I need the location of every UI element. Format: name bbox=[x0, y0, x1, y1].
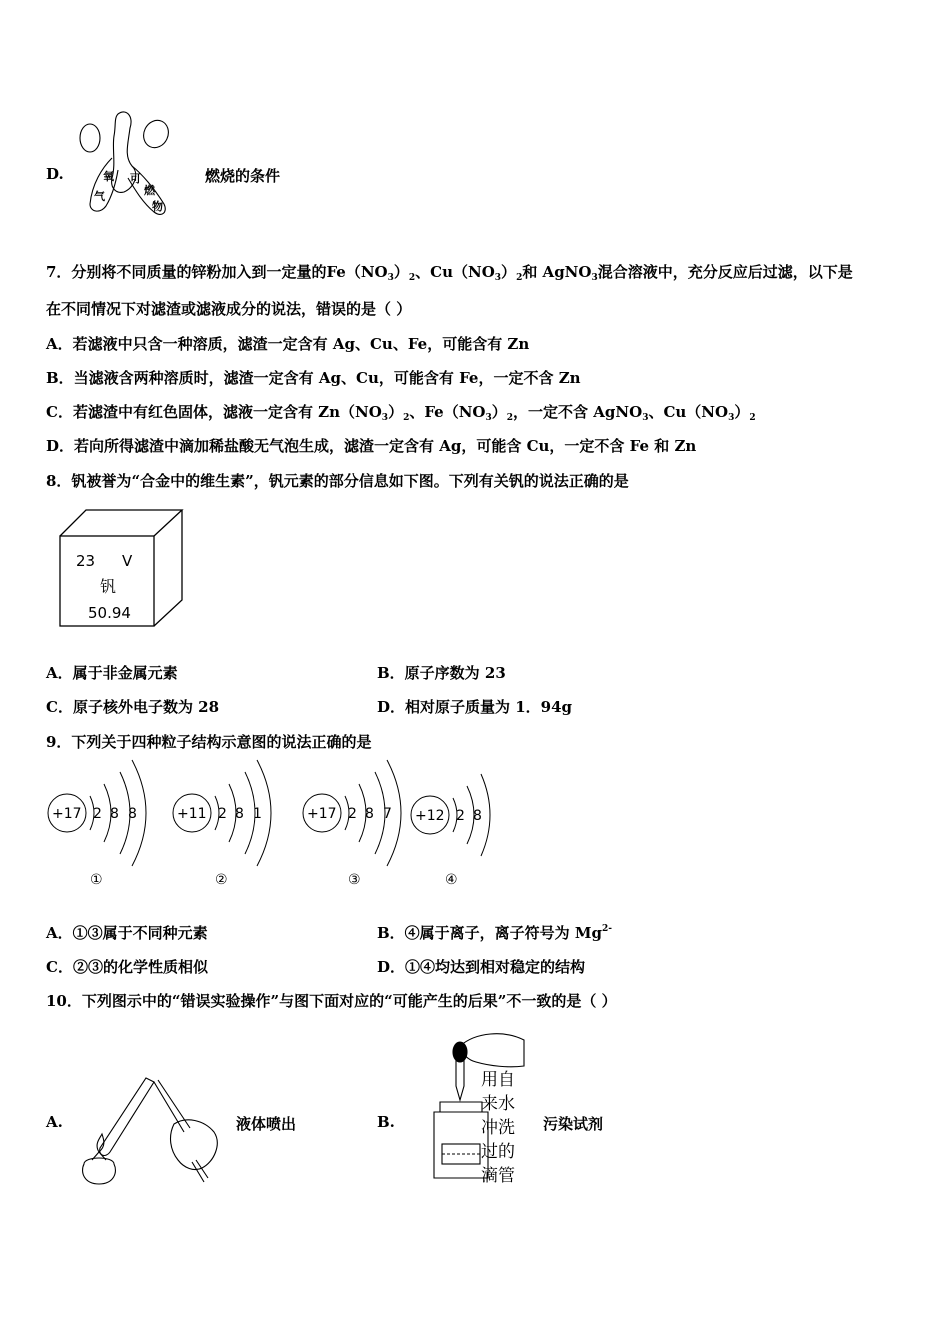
q10-optA-caption: 液体喷出 bbox=[236, 1115, 297, 1133]
dropper-bulb bbox=[453, 1042, 467, 1062]
q8-optB: B．原子序数为 23 bbox=[377, 664, 506, 682]
q6-optD-letter: D. bbox=[46, 165, 64, 183]
particle-structure-diagrams bbox=[40, 758, 500, 890]
particle-4-label: ④ bbox=[445, 872, 458, 888]
q6-optD-caption: 燃烧的条件 bbox=[205, 167, 281, 185]
oxygen-label-2: 气 bbox=[94, 190, 105, 203]
q10-optB-letter: B. bbox=[377, 1113, 395, 1131]
element-name: 钒 bbox=[100, 577, 117, 596]
particle-3-shell-2: 8 bbox=[365, 806, 374, 822]
particle-1-nucleus-charge: +17 bbox=[52, 806, 82, 822]
q10-stem: 10．下列图示中的“错误实验操作”与图下面对应的“可能产生的后果”不一致的是（ ） bbox=[46, 992, 617, 1010]
particle-1-shell-1: 2 bbox=[93, 806, 102, 822]
combustion-conditions-figure bbox=[76, 108, 176, 220]
particle-4-shell bbox=[481, 774, 490, 856]
test-tube-holder bbox=[154, 1080, 190, 1132]
q8-optA: A．属于非金属元素 bbox=[46, 664, 178, 682]
particle-2-shell-1: 2 bbox=[218, 806, 227, 822]
particle-1-label: ① bbox=[90, 872, 103, 888]
particle-3-label: ③ bbox=[348, 872, 361, 888]
particle-2-shell-2: 8 bbox=[235, 806, 244, 822]
test-tube bbox=[100, 1078, 154, 1155]
q7-optA: A．若滤液中只含一种溶质，滤渣一定含有 Ag、Cu、Fe，可能含有 Zn bbox=[46, 335, 530, 353]
q8-stem: 8．钒被誉为“合金中的维生素”，钒元素的部分信息如下图。下列有关钒的说法正确的是 bbox=[46, 472, 629, 490]
particle-1-shell-2: 8 bbox=[110, 806, 119, 822]
element-number: 23 bbox=[76, 552, 96, 570]
q10-optA-letter: A. bbox=[46, 1113, 63, 1131]
particle-3-nucleus-charge: +17 bbox=[307, 806, 337, 822]
q9-optC: C．②③的化学性质相似 bbox=[46, 958, 208, 976]
alcohol-lamp bbox=[83, 1158, 116, 1184]
fuel-label-3: 物 bbox=[152, 200, 163, 213]
particle-3-shell-3: 7 bbox=[383, 806, 392, 822]
q7-stem-line2: 在不同情况下对滤渣或滤液成分的说法，错误的是（ ） bbox=[46, 300, 412, 318]
particle-1-shell-3: 8 bbox=[128, 806, 137, 822]
q9-optB: B．④属于离子，离子符号为 $Mg^{2-}$ bbox=[377, 924, 612, 942]
particle-2-label: ② bbox=[215, 872, 228, 888]
q7-optB: B．当滤液含两种溶质时，滤渣一定含有 Ag、Cu，可能含有 Fe，一定不含 Zn bbox=[46, 369, 581, 387]
q8-optD: D．相对原子质量为 1．94g bbox=[377, 698, 573, 716]
vanadium-element-cell bbox=[58, 508, 186, 630]
fuel-label-1: 可 bbox=[130, 172, 141, 185]
q10-optB-caption: 污染试剂 bbox=[543, 1115, 604, 1133]
dropper-note: 用自 来水 冲洗 过的 滴管 bbox=[481, 1070, 515, 1186]
oxygen-label-1: 氧 bbox=[103, 170, 114, 183]
left-flame-drop bbox=[80, 124, 100, 152]
q7-stem-line1: 7．分别将不同质量的锌粉加入到一定量的$Fe(NO_3)_2$、$Cu(NO_3)_2$和 AgNO$_3$混合溶液中，充分反应后过滤，以下是 bbox=[46, 263, 853, 283]
particle-4-shell-2: 8 bbox=[473, 808, 482, 824]
dropper-tube bbox=[456, 1060, 464, 1100]
hand bbox=[460, 1034, 524, 1067]
element-mass: 50.94 bbox=[88, 604, 131, 622]
fuel-label-2: 燃 bbox=[144, 184, 155, 197]
particle-2-nucleus-charge: +11 bbox=[177, 806, 207, 822]
q7-optD: D．若向所得滤渣中滴加稀盐酸无气泡生成，滤渣一定含有 Ag，可能含 Cu，一定不含 Fe 和 Zn bbox=[46, 437, 697, 455]
particle-4-nucleus-charge: +12 bbox=[415, 808, 445, 824]
hand bbox=[171, 1120, 218, 1170]
q9-stem: 9．下列关于四种粒子结构示意图的说法正确的是 bbox=[46, 733, 372, 751]
q9-optA: A．①③属于不同种元素 bbox=[46, 924, 208, 942]
q9-optD: D．①④均达到相对稳定的结构 bbox=[377, 958, 586, 976]
particle-2-shell-3: 1 bbox=[253, 806, 262, 822]
right-flame-drop bbox=[139, 116, 173, 152]
q7-optC: C．若滤渣中有红色固体，滤液一定含有 $Zn(NO_3)_2$、$Fe(NO_3)_2$，一定不含 AgNO$_3$、$Cu(NO_3)_2$ bbox=[46, 403, 756, 423]
q8-optC: C．原子核外电子数为 28 bbox=[46, 698, 220, 716]
particle-3-shell-1: 2 bbox=[348, 806, 357, 822]
element-symbol: V bbox=[122, 552, 133, 570]
particle-4-shell-1: 2 bbox=[456, 808, 465, 824]
reagent-bottle bbox=[434, 1102, 488, 1178]
heating-test-tube-figure bbox=[74, 1072, 224, 1190]
